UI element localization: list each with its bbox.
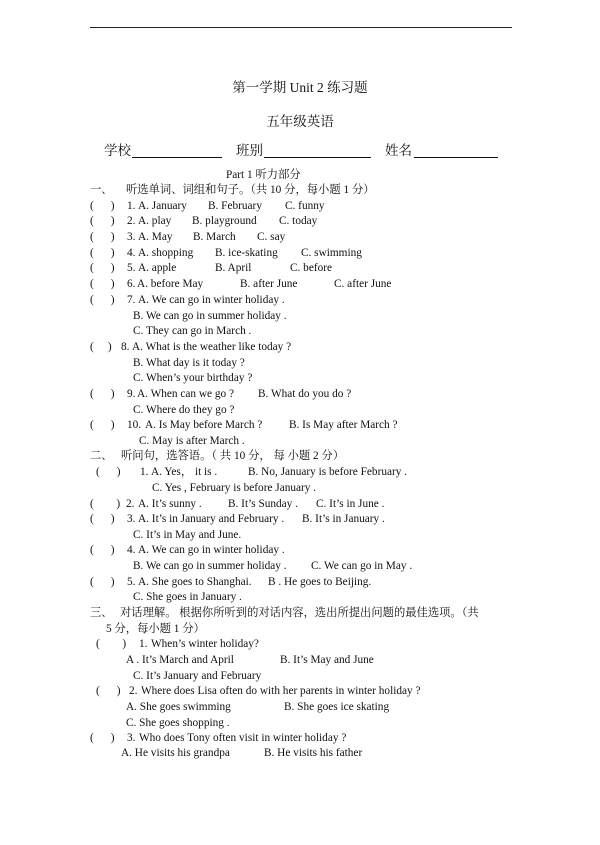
option-a: A. before May [137,278,204,290]
option-a: A . It’s March and April [126,654,234,666]
option-c: C. When’s your birthday ? [133,372,253,384]
option-c: C. Yes , February is before January . [152,482,317,494]
worksheet-title: 第一学期 Unit 2 练习题 [232,80,368,95]
option-c: C. after June [334,278,392,290]
option-c: C. today [279,215,318,227]
class-blank[interactable] [264,157,371,158]
section3-number: 三、 [90,607,113,619]
question-number: 5. [127,576,136,588]
question-number: 1. [139,638,148,650]
question-number: 2. [129,685,138,697]
option-c: C. She goes shopping . [126,717,230,729]
option-c: C. It’s in June . [316,498,385,510]
option-c: C. May is after March . [139,435,245,447]
answer-blank[interactable]: ( ) [90,278,115,290]
question-number: 3. [127,732,136,744]
option-b: B. It’s in January . [302,513,385,525]
option-c: C. before [290,262,333,274]
section3-heading-cont: 5 分，每小题 1 分） [106,623,205,635]
question-text: Who does Tony often visit in winter holiday ? [139,732,347,744]
question-number: 6. [127,278,136,290]
answer-blank[interactable]: ( ) [90,231,115,243]
question-number: 8. [121,341,130,353]
option-a: A. May [138,231,173,243]
header-rule [90,27,512,28]
option-a: A. She goes to Shanghai. [138,576,252,588]
option-b: B. It’s Sunday . [228,498,298,510]
option-c: C. funny [285,200,325,212]
answer-blank[interactable]: ( ) [96,685,121,697]
question-number: 3. [127,231,136,243]
option-a: A. apple [138,262,177,274]
section2-heading: 听问句，选答语。（ 共 10 分， 每 小题 2 分） [121,450,345,462]
option-c: C. say [257,231,286,243]
option-c: C. We can go in May . [311,560,413,572]
section3-heading: 对话理解。 根据你所听到的对话内容，选出所提出问题的最佳选项。（共 [120,607,479,619]
option-a: A. Is May before March ? [145,419,263,431]
option-b: B. We can go in summer holiday . [133,310,287,322]
option-b: B. April [215,262,252,274]
question-number: 3. [127,513,136,525]
answer-blank[interactable]: ( ) [90,247,115,259]
question-text: Where does Lisa often do with her parents in winter holiday ? [141,685,421,697]
option-a: A. She goes swimming [126,701,231,713]
option-c: C. Where do they go ? [133,404,235,416]
option-a: A. What is the weather like today ? [132,341,292,353]
answer-blank[interactable]: ( ) [90,215,115,227]
option-c: C. It’s January and February [133,670,262,682]
part1-heading: Part 1 听力部分 [226,169,301,181]
answer-blank[interactable]: ( ) [90,262,115,274]
option-a: A. play [138,215,172,227]
answer-blank[interactable]: ( ) [90,200,115,212]
answer-blank[interactable]: ( ) [90,513,115,525]
option-a: A. Yes， it is . [151,466,218,478]
option-a: A. We can go in winter holiday . [138,294,285,306]
option-a: A. He visits his grandpa [121,747,230,759]
question-number: 7. [127,294,136,306]
option-b: B. ice-skating [215,247,278,259]
answer-blank[interactable]: ( ) [90,294,115,306]
option-b: B. It’s May and June [280,654,374,666]
class-label: 班别 [236,143,263,158]
option-b: B. after June [240,278,298,290]
option-a: A. January [138,200,187,212]
answer-blank[interactable]: ( ) [90,419,115,431]
option-b: B . He goes to Beijing. [268,576,372,588]
question-number: 2. [127,215,136,227]
option-b: B. March [193,231,236,243]
answer-blank[interactable]: ( ) [90,544,115,556]
option-c: C. She goes in January . [133,591,242,603]
section2-number: 二、 [90,450,113,462]
option-a: A. It’s sunny . [138,498,202,510]
question-number: 10. [127,419,142,431]
answer-blank[interactable]: ( ) [96,638,127,650]
option-b: B. What day is it today ? [133,357,245,369]
question-number: 1. [140,466,149,478]
question-number: 4. [127,247,136,259]
option-c: C. They can go in March . [133,325,252,337]
option-b: B. playground [192,215,257,227]
answer-blank[interactable]: ( ) [90,388,115,400]
question-number: 5. [127,262,136,274]
worksheet-subtitle: 五年级英语 [266,114,334,129]
section1-heading: 听选单词、词组和句子。（共 10 分，每小题 1 分） [126,184,375,196]
option-c: C. It’s in May and June. [133,529,242,541]
section1-number: 一、 [90,184,113,196]
name-label: 姓名 [385,143,412,158]
answer-blank[interactable]: ( ) [90,732,115,744]
school-label: 学校 [104,143,131,158]
option-b: B. He visits his father [264,747,363,759]
option-b: B. No, January is before February . [248,466,408,478]
option-a: A. shopping [138,247,194,259]
answer-blank[interactable]: ( ) [96,466,121,478]
option-b: B. Is May after March ? [289,419,398,431]
option-a: A. We can go in winter holiday . [138,544,285,556]
option-a: A. It’s in January and February . [138,513,285,525]
answer-blank[interactable]: ( ) [90,498,121,510]
answer-blank[interactable]: ( ) [90,576,115,588]
school-blank[interactable] [132,157,222,158]
answer-blank[interactable]: ( ) [90,341,112,353]
question-number: 4. [127,544,136,556]
name-blank[interactable] [414,157,498,158]
option-b: B. She goes ice skating [284,701,390,713]
option-c: C. swimming [301,247,362,259]
question-number: 2. [126,498,135,510]
question-number: 9. [127,388,136,400]
option-b: B. We can go in summer holiday . [133,560,287,572]
option-b: B. February [208,200,262,212]
option-a: A. When can we go ? [137,388,235,400]
question-text: When’s winter holiday? [151,638,259,650]
question-number: 1. [127,200,136,212]
option-b: B. What do you do ? [258,388,352,400]
